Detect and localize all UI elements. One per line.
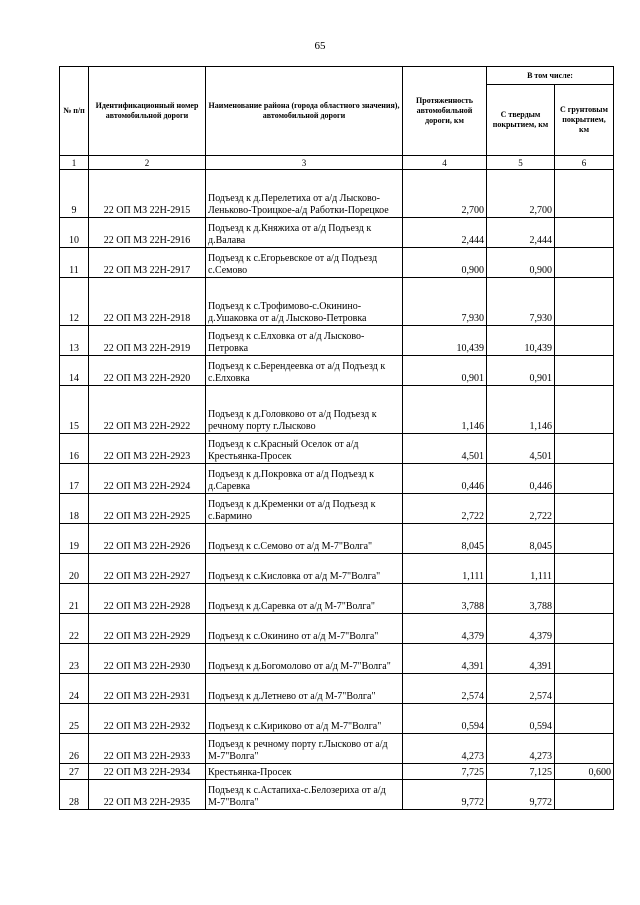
table-row xyxy=(60,780,614,810)
soft-surface-length xyxy=(555,674,614,704)
soft-surface-length xyxy=(555,734,614,764)
soft-surface-length xyxy=(555,356,614,386)
road-id: 22 ОП МЗ 22Н-2923 xyxy=(89,434,206,464)
table-row xyxy=(60,674,614,704)
table-row xyxy=(60,704,614,734)
road-name: Подъезд к д.Покровка от а/д Подъезд к д.Саревка xyxy=(206,464,403,494)
road-id: 22 ОП МЗ 22Н-2933 xyxy=(89,734,206,764)
hard-surface-length: 7,930 xyxy=(487,278,555,326)
header-soft: С грунтовым покрытием, км xyxy=(555,85,614,156)
hard-surface-length: 10,439 xyxy=(487,326,555,356)
hard-surface-length: 2,444 xyxy=(487,218,555,248)
road-name: Подъезд к с.Окинино от а/д М-7"Волга" xyxy=(206,614,403,644)
table-row xyxy=(60,248,614,278)
road-length: 2,574 xyxy=(403,674,487,704)
road-name: Подъезд к д.Саревка от а/д М-7"Волга" xyxy=(206,584,403,614)
soft-surface-length xyxy=(555,248,614,278)
road-length: 4,379 xyxy=(403,614,487,644)
soft-surface-length xyxy=(555,554,614,584)
road-name: Подъезд к д.Богомолово от а/д М-7"Волга" xyxy=(206,644,403,674)
road-length: 10,439 xyxy=(403,326,487,356)
table-row xyxy=(60,584,614,614)
road-name: Подъезд к с.Кириково от а/д М-7"Волга" xyxy=(206,704,403,734)
road-id: 22 ОП МЗ 22Н-2919 xyxy=(89,326,206,356)
road-length: 7,725 xyxy=(403,764,487,780)
row-number: 24 xyxy=(60,674,89,704)
table-row xyxy=(60,278,614,326)
soft-surface-length xyxy=(555,704,614,734)
road-id: 22 ОП МЗ 22Н-2916 xyxy=(89,218,206,248)
hard-surface-length: 1,111 xyxy=(487,554,555,584)
road-id: 22 ОП МЗ 22Н-2928 xyxy=(89,584,206,614)
hard-surface-length: 4,379 xyxy=(487,614,555,644)
header-including: В том числе: xyxy=(487,67,614,85)
soft-surface-length xyxy=(555,780,614,810)
soft-surface-length xyxy=(555,386,614,434)
row-number: 22 xyxy=(60,614,89,644)
road-length: 8,045 xyxy=(403,524,487,554)
road-id: 22 ОП МЗ 22Н-2925 xyxy=(89,494,206,524)
column-number: 3 xyxy=(206,156,403,170)
row-number: 20 xyxy=(60,554,89,584)
road-id: 22 ОП МЗ 22Н-2918 xyxy=(89,278,206,326)
road-id: 22 ОП МЗ 22Н-2922 xyxy=(89,386,206,434)
row-number: 11 xyxy=(60,248,89,278)
soft-surface-length xyxy=(555,584,614,614)
road-length: 7,930 xyxy=(403,278,487,326)
column-number: 4 xyxy=(403,156,487,170)
row-number: 17 xyxy=(60,464,89,494)
road-name: Подъезд к д.Княжиха от а/д Подъезд к д.Валава xyxy=(206,218,403,248)
column-number: 1 xyxy=(60,156,89,170)
soft-surface-length xyxy=(555,170,614,218)
table-row xyxy=(60,644,614,674)
road-id: 22 ОП МЗ 22Н-2932 xyxy=(89,704,206,734)
table-row xyxy=(60,386,614,434)
road-length: 0,446 xyxy=(403,464,487,494)
road-name: Подъезд к с.Астапиха-с.Белозериха от а/д М-7"Волга" xyxy=(206,780,403,810)
road-length: 2,722 xyxy=(403,494,487,524)
column-number: 2 xyxy=(89,156,206,170)
row-number: 23 xyxy=(60,644,89,674)
road-length: 2,444 xyxy=(403,218,487,248)
hard-surface-length: 4,501 xyxy=(487,434,555,464)
soft-surface-length xyxy=(555,614,614,644)
road-length: 4,391 xyxy=(403,644,487,674)
soft-surface-length xyxy=(555,464,614,494)
row-number: 9 xyxy=(60,170,89,218)
road-id: 22 ОП МЗ 22Н-2930 xyxy=(89,644,206,674)
table-row xyxy=(60,218,614,248)
road-length: 0,900 xyxy=(403,248,487,278)
road-length: 0,901 xyxy=(403,356,487,386)
road-id: 22 ОП МЗ 22Н-2927 xyxy=(89,554,206,584)
hard-surface-length: 2,574 xyxy=(487,674,555,704)
soft-surface-length xyxy=(555,434,614,464)
table-row xyxy=(60,170,614,218)
road-length: 4,501 xyxy=(403,434,487,464)
row-number: 27 xyxy=(60,764,89,780)
soft-surface-length xyxy=(555,218,614,248)
road-name: Подъезд к д.Кременки от а/д Подъезд к с.Бармино xyxy=(206,494,403,524)
road-id: 22 ОП МЗ 22Н-2915 xyxy=(89,170,206,218)
road-id: 22 ОП МЗ 22Н-2924 xyxy=(89,464,206,494)
header-hard: С твердым покрытием, км xyxy=(487,85,555,156)
header-id: Идентификационный номер автомобильной дороги xyxy=(89,67,206,156)
road-length: 2,700 xyxy=(403,170,487,218)
table-row xyxy=(60,554,614,584)
road-length: 1,146 xyxy=(403,386,487,434)
hard-surface-length: 8,045 xyxy=(487,524,555,554)
road-name: Подъезд к д.Перелетиха от а/д Лысково-Леньково-Троицкое-а/д Работки-Порецкое xyxy=(206,170,403,218)
row-number: 13 xyxy=(60,326,89,356)
row-number: 19 xyxy=(60,524,89,554)
table-row xyxy=(60,764,614,780)
soft-surface-length: 0,600 xyxy=(555,764,614,780)
column-number: 6 xyxy=(555,156,614,170)
road-id: 22 ОП МЗ 22Н-2926 xyxy=(89,524,206,554)
road-id: 22 ОП МЗ 22Н-2935 xyxy=(89,780,206,810)
hard-surface-length: 0,594 xyxy=(487,704,555,734)
row-number: 26 xyxy=(60,734,89,764)
table-row xyxy=(60,326,614,356)
hard-surface-length: 0,900 xyxy=(487,248,555,278)
road-length: 3,788 xyxy=(403,584,487,614)
road-name: Подъезд к с.Егорьевское от а/д Подъезд с.Семово xyxy=(206,248,403,278)
road-id: 22 ОП МЗ 22Н-2917 xyxy=(89,248,206,278)
row-number: 16 xyxy=(60,434,89,464)
hard-surface-length: 4,273 xyxy=(487,734,555,764)
page-number: 65 xyxy=(314,40,326,52)
row-number: 12 xyxy=(60,278,89,326)
road-id: 22 ОП МЗ 22Н-2920 xyxy=(89,356,206,386)
hard-surface-length: 9,772 xyxy=(487,780,555,810)
row-number: 21 xyxy=(60,584,89,614)
table-row xyxy=(60,524,614,554)
road-name: Подъезд к с.Кисловка от а/д М-7"Волга" xyxy=(206,554,403,584)
hard-surface-length: 0,901 xyxy=(487,356,555,386)
header-name: Наименование района (города областного значения), автомобильной дороги xyxy=(206,67,403,156)
column-number: 5 xyxy=(487,156,555,170)
table-row xyxy=(60,356,614,386)
row-number: 28 xyxy=(60,780,89,810)
road-id: 22 ОП МЗ 22Н-2931 xyxy=(89,674,206,704)
header-length: Протяженность автомобильной дороги, км xyxy=(403,67,487,156)
road-name: Крестьянка-Просек xyxy=(206,764,403,780)
road-name: Подъезд к с.Елховка от а/д Лысково-Петровка xyxy=(206,326,403,356)
table-row xyxy=(60,614,614,644)
row-number: 10 xyxy=(60,218,89,248)
road-name: Подъезд к речному порту г.Лысково от а/д М-7"Волга" xyxy=(206,734,403,764)
road-name: Подъезд к д.Головково от а/д Подъезд к речному порту г.Лысково xyxy=(206,386,403,434)
soft-surface-length xyxy=(555,644,614,674)
table-row xyxy=(60,464,614,494)
row-number: 15 xyxy=(60,386,89,434)
hard-surface-length: 1,146 xyxy=(487,386,555,434)
road-name: Подъезд к с.Семово от а/д М-7"Волга" xyxy=(206,524,403,554)
table-row xyxy=(60,734,614,764)
table-row xyxy=(60,434,614,464)
road-length: 9,772 xyxy=(403,780,487,810)
table-row xyxy=(60,494,614,524)
soft-surface-length xyxy=(555,494,614,524)
road-name: Подъезд к с.Красный Оселок от а/д Крестьянка-Просек xyxy=(206,434,403,464)
road-name: Подъезд к с.Трофимово-с.Окинино-д.Ушаковка от а/д Лысково-Петровка xyxy=(206,278,403,326)
row-number: 25 xyxy=(60,704,89,734)
header-num: № п/п xyxy=(60,67,89,156)
hard-surface-length: 7,125 xyxy=(487,764,555,780)
road-name: Подъезд к с.Берендеевка от а/д Подъезд к с.Елховка xyxy=(206,356,403,386)
hard-surface-length: 4,391 xyxy=(487,644,555,674)
road-length: 1,111 xyxy=(403,554,487,584)
road-id: 22 ОП МЗ 22Н-2929 xyxy=(89,614,206,644)
soft-surface-length xyxy=(555,278,614,326)
road-name: Подъезд к д.Летнево от а/д М-7"Волга" xyxy=(206,674,403,704)
road-length: 0,594 xyxy=(403,704,487,734)
road-id: 22 ОП МЗ 22Н-2934 xyxy=(89,764,206,780)
hard-surface-length: 2,722 xyxy=(487,494,555,524)
hard-surface-length: 3,788 xyxy=(487,584,555,614)
hard-surface-length: 0,446 xyxy=(487,464,555,494)
road-length: 4,273 xyxy=(403,734,487,764)
hard-surface-length: 2,700 xyxy=(487,170,555,218)
soft-surface-length xyxy=(555,326,614,356)
row-number: 14 xyxy=(60,356,89,386)
soft-surface-length xyxy=(555,524,614,554)
row-number: 18 xyxy=(60,494,89,524)
roads-table xyxy=(59,66,614,810)
